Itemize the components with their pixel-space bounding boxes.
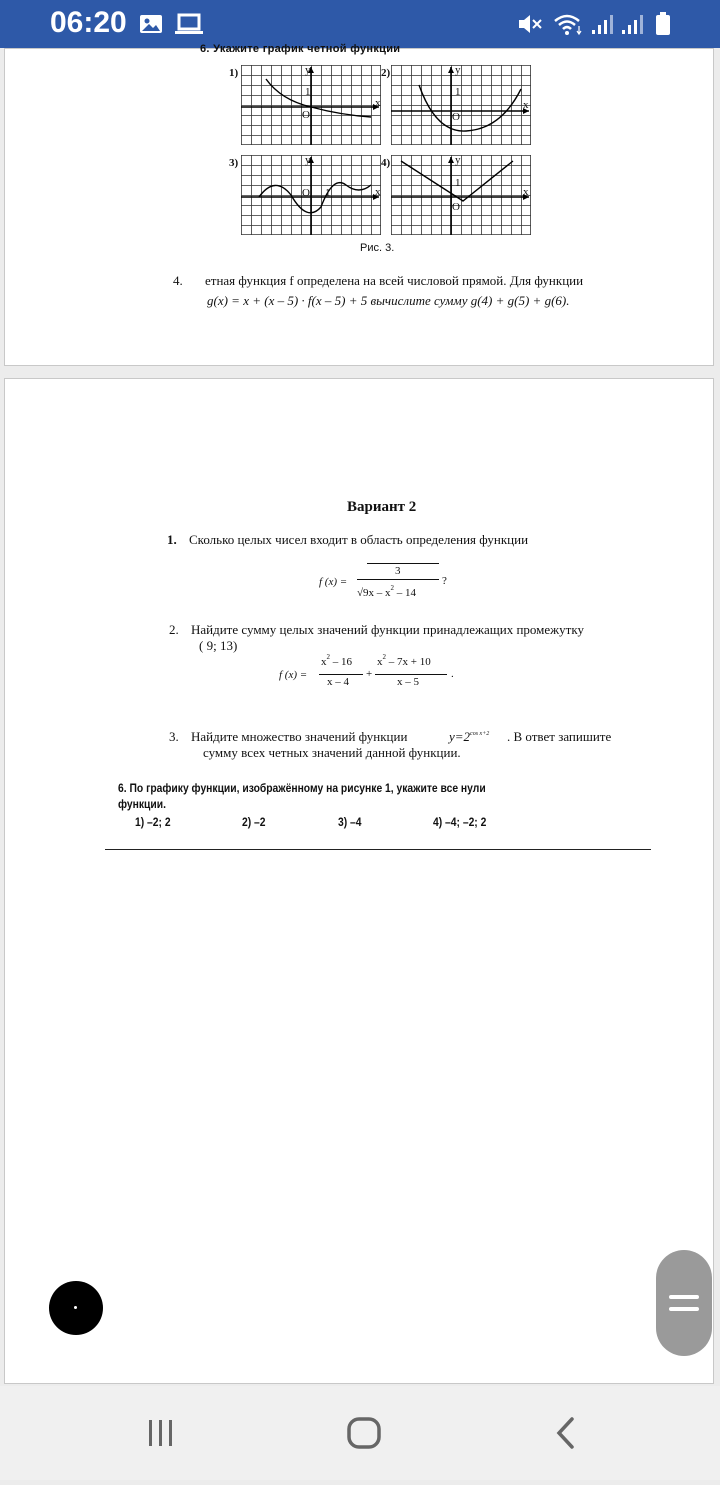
task2-f-label: f (x) = (279, 669, 308, 681)
figure-caption: Рис. 3. (360, 242, 395, 254)
image-icon (138, 12, 164, 36)
graph-3 (241, 155, 381, 235)
task2-dot: . (451, 668, 454, 680)
graph-2-one-label: 1 (455, 86, 461, 98)
graph-1-y-label: y (305, 64, 311, 76)
task2-fraction-bar-2 (375, 674, 447, 675)
graph-1-label: 1) (229, 67, 239, 79)
task1-tail: ? (442, 575, 447, 587)
task1-text: Сколько целых чисел входит в область определения функции (189, 532, 529, 547)
task3-formula: $y=2^{cos x+2}$ (449, 729, 490, 744)
graph-2-y-label: y (455, 64, 461, 76)
task6-option-1: 1) –2; 2 (135, 815, 171, 829)
navigation-bar (0, 1386, 720, 1480)
task2-plus: + (366, 668, 373, 680)
scroll-handle[interactable] (656, 1250, 712, 1356)
graph-3-origin-label: O (302, 187, 310, 199)
back-icon (506, 1386, 626, 1480)
graph-4 (391, 155, 531, 235)
home-icon (304, 1386, 424, 1480)
task6-option-2: 2) –2 (242, 815, 266, 829)
page1-heading-fragment: 6. Укажите график четной функции (200, 43, 401, 55)
graph-1-origin-label: O (302, 109, 310, 121)
graph-1-x-label: x (375, 97, 381, 109)
task2-num2: $x^2 - 7x + 10$ (377, 653, 431, 668)
back-button[interactable] (506, 1386, 626, 1480)
wifi-icon (552, 12, 584, 36)
recent-apps-button[interactable] (103, 1386, 223, 1480)
task3-number: 3. (169, 729, 179, 744)
task6-option-3: 3) –4 (338, 815, 362, 829)
graph-4-origin-label: O (452, 201, 460, 213)
task2-text: Найдите сумму целых значений функции принадлежащих промежутку (191, 622, 584, 637)
task3-line2: сумму всех четных значений данной функции. (203, 745, 461, 760)
signal-icon (620, 12, 648, 36)
task2-den2: x – 5 (397, 676, 419, 688)
graph-2-origin-label: O (452, 111, 460, 123)
graph-1-one-label: 1 (305, 86, 311, 98)
task1-numerator: 3 (395, 565, 401, 577)
task6-line1: 6. По графику функции, изображённому на рисунке 1, укажите все нули (118, 781, 486, 795)
document-page-2 (4, 378, 714, 1384)
recent-apps-icon (103, 1386, 223, 1480)
handle-line-icon (669, 1295, 699, 1299)
home-button[interactable] (304, 1386, 424, 1480)
task2-num1: $x^2 - 16$ (321, 653, 352, 668)
graph-4-one-label: 1 (455, 177, 461, 189)
graph-2-label: 2) (381, 67, 391, 79)
task3-text-b: . В ответ запишите (507, 729, 612, 744)
graph-3-one-label: 1 (325, 187, 331, 199)
task1-root-bar (367, 563, 439, 564)
laptop-icon (174, 12, 204, 36)
task1-f-label: f (x) = (319, 576, 348, 588)
graph-1 (241, 65, 381, 145)
variant-title: Вариант 2 (347, 499, 417, 515)
mute-icon (516, 12, 544, 36)
divider-line (105, 849, 651, 850)
task2-number: 2. (169, 622, 179, 637)
graph-3-y-label: y (305, 154, 311, 166)
task2-fraction-bar-1 (319, 674, 363, 675)
status-bar (0, 0, 720, 48)
graph-4-y-label: y (455, 154, 461, 166)
task1-denominator: $√9x - x^2 - 14$ (357, 584, 417, 599)
task4-line1: етная функция f определена на всей числовой прямой. Для функции (205, 273, 584, 288)
document-page-1 (4, 43, 714, 366)
floating-action-button[interactable] (49, 1281, 103, 1335)
graph-4-label: 4) (381, 157, 391, 169)
battery-icon (654, 12, 674, 38)
task2-interval: ( 9; 13) (199, 638, 238, 653)
handle-line-icon (669, 1307, 699, 1311)
task6-line2: функции. (118, 797, 166, 811)
graph-2 (391, 65, 531, 145)
task4-number: 4. (173, 273, 183, 288)
graph-3-x-label: x (375, 186, 381, 198)
graph-4-x-label: x (523, 186, 529, 198)
task1-fraction-bar (357, 579, 439, 580)
task1-number: 1. (167, 532, 177, 547)
task6-option-4: 4) –4; –2; 2 (433, 815, 487, 829)
graph-2-x-label: x (523, 99, 529, 111)
status-time: 06:20 (50, 6, 127, 39)
task3-text-a: Найдите множество значений функции (191, 729, 408, 744)
task2-den1: x – 4 (327, 676, 349, 688)
signal-icon (590, 12, 618, 36)
task4-line2: g(x) = x + (x – 5) · f(x – 5) + 5 вычислите сумму g(4) + g(5) + g(6). (207, 293, 570, 308)
graph-3-label: 3) (229, 157, 239, 169)
